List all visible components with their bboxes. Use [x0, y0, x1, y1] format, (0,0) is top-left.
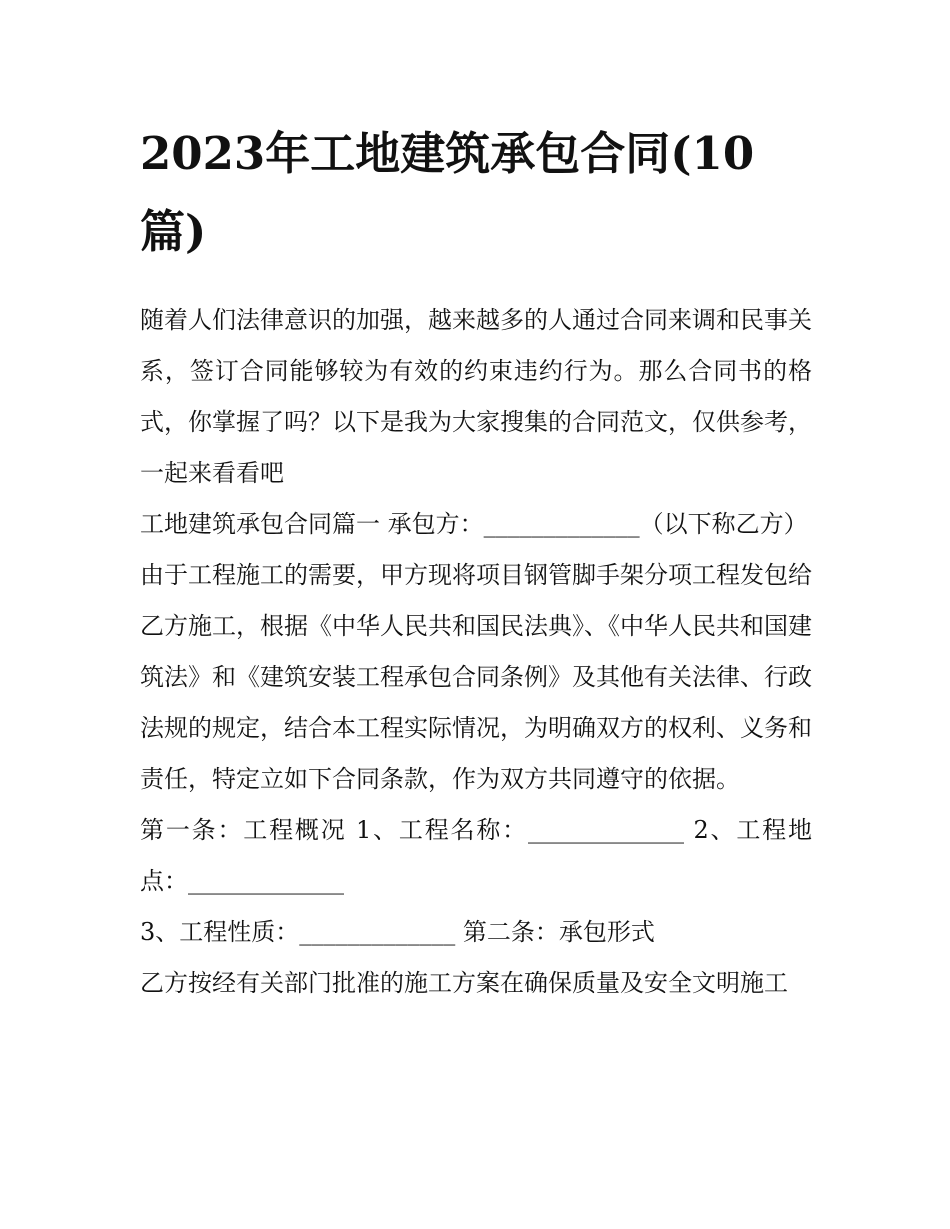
document-title: 2023年工地建筑承包合同(10篇): [140, 127, 755, 258]
intro-paragraph: 随着人们法律意识的加强，越来越多的人通过合同来调和民事关系，签订合同能够较为有效的约束违约行为。那么合同书的格式，你掌握了吗？以下是我为大家搜集的合同范文，仅供参考，一起来看看吧: [140, 306, 812, 487]
contract-preamble: 由于工程施工的需要，甲方现将项目钢管脚手架分项工程发包给乙方施工，根据《中华人民共和国民法典》、《中华人民共和国建筑法》和《建筑安装工程承包合同条例》及其他有关法律、行政法规的规定，结合本工程实际情况，为明确双方的权利、义务和责任，特定立如下合同条款，作为双方共同遵守的依据。: [140, 561, 812, 793]
article-two: 3、工程性质：_____________ 第二条：承包形式: [140, 918, 655, 946]
article-two-body: 乙方按经有关部门批准的施工方案在确保质量及安全文明施工: [140, 969, 788, 997]
document-page: [140, 115, 812, 1009]
contract-party-line: 工地建筑承包合同篇一 承包方：_____________（以下称乙方）: [140, 510, 808, 538]
article-one: 第一条：工程概况 1、工程名称：_____________ 2、工程地点：_____________: [140, 816, 812, 895]
